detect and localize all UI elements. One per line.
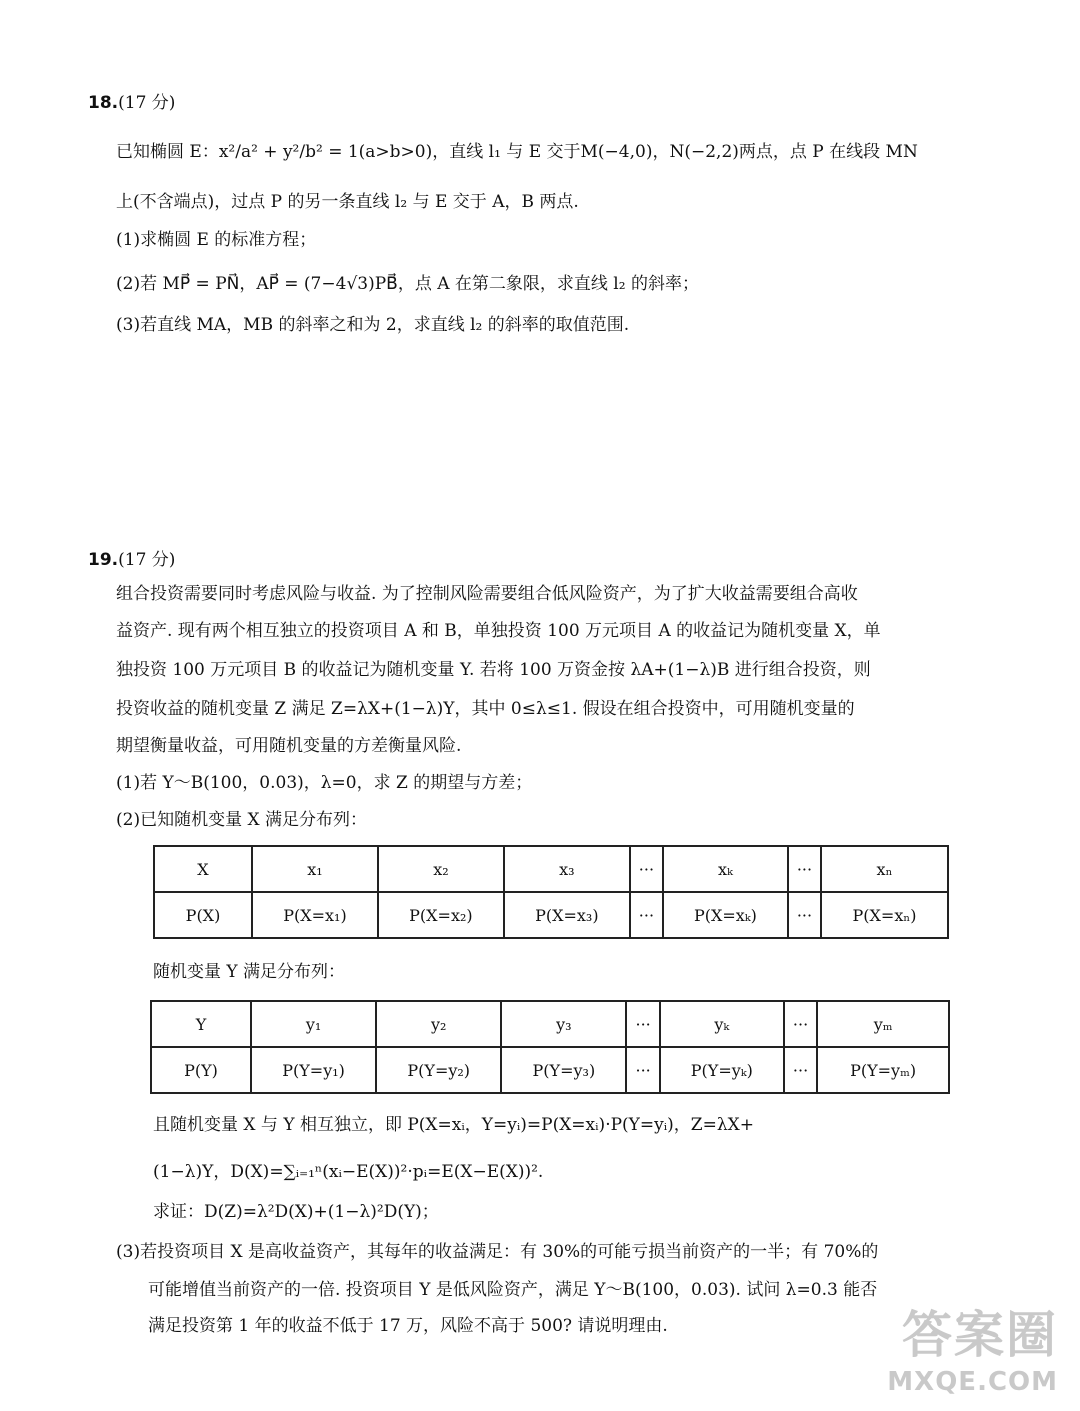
table-cell: x₂ — [378, 846, 504, 892]
q18-points: (17 分) — [118, 93, 176, 113]
q19-intro-line-1: 组合投资需要同时考虑风险与收益. 为了控制风险需要组合低风险资产，为了扩大收益需要组合高收 — [116, 584, 858, 604]
table-cell: P(X=x₁) — [252, 892, 378, 938]
table-cell: ··· — [630, 892, 663, 938]
q18-number: 18. — [88, 93, 119, 113]
table-cell: P(Y) — [151, 1047, 251, 1093]
q19-intro-line-3: 独投资 100 万元项目 B 的收益记为随机变量 Y. 若将 100 万资金按 λA+(1−λ)B 进行组合投资，则 — [116, 660, 871, 680]
q19-part-3-line-2: 可能增值当前资产的一倍. 投资项目 Y 是低风险资产，满足 Y～B(100，0.03). 试问 λ=0.3 能否 — [148, 1280, 878, 1300]
table-cell: yₖ — [660, 1001, 784, 1047]
q19-independence-line-2: (1−λ)Y，D(X)=∑ᵢ₌₁ⁿ(xᵢ−E(X))²·pᵢ=E(X−E(X))². — [153, 1162, 544, 1182]
q19-intro-line-2: 益资产. 现有两个相互独立的投资项目 A 和 B，单独投资 100 万元项目 A 的收益记为随机变量 X，单 — [116, 621, 881, 641]
table-cell: P(X=x₃) — [504, 892, 630, 938]
table-cell: P(Y=y₃) — [501, 1047, 626, 1093]
q19-intro-line-4: 投资收益的随机变量 Z 满足 Z=λX+(1−λ)Y，其中 0≤λ≤1. 假设在组合投资中，可用随机变量的 — [116, 699, 855, 719]
table-cell: y₂ — [376, 1001, 501, 1047]
site-watermark — [887, 1295, 1058, 1397]
q18-stem-line-1: 已知椭圆 E：x²/a² + y²/b² = 1(a>b>0)，直线 l₁ 与 E 交于M(−4,0)，N(−2,2)两点，点 P 在线段 MN — [116, 142, 918, 162]
q18-part-1: (1)求椭圆 E 的标准方程； — [116, 230, 317, 250]
table-x-row-values — [154, 846, 948, 892]
watermark-logo-text: 答案圈 — [902, 1306, 1058, 1364]
q19-part-3-line-1: (3)若投资项目 X 是高收益资产，其每年的收益满足：有 30%的可能亏损当前资产的一半；有 70%的 — [116, 1242, 879, 1262]
q19-intro-line-5: 期望衡量收益，可用随机变量的方差衡量风险. — [116, 736, 462, 756]
q18-stem-line-2: 上(不含端点)，过点 P 的另一条直线 l₂ 与 E 交于 A，B 两点. — [116, 192, 579, 212]
q19-points: (17 分) — [118, 550, 176, 570]
table-cell: P(X=x₂) — [378, 892, 504, 938]
table-cell: Y — [151, 1001, 251, 1047]
table-cell: P(Y=y₁) — [251, 1047, 376, 1093]
table-cell: y₃ — [501, 1001, 626, 1047]
table-cell: ··· — [626, 1047, 659, 1093]
table-y-caption: 随机变量 Y 满足分布列： — [153, 962, 346, 982]
q19-proof-statement: 求证：D(Z)=λ²D(X)+(1−λ)²D(Y)； — [153, 1202, 439, 1222]
table-cell: P(X=xₖ) — [663, 892, 788, 938]
q18-part-3: (3)若直线 MA，MB 的斜率之和为 2，求直线 l₂ 的斜率的取值范围. — [116, 315, 630, 335]
table-y-row-probabilities — [151, 1047, 949, 1093]
table-cell: ··· — [788, 892, 821, 938]
table-cell: X — [154, 846, 252, 892]
q19-header — [88, 545, 175, 570]
table-cell: ··· — [630, 846, 663, 892]
table-cell: P(X=xₙ) — [821, 892, 948, 938]
q19-number: 19. — [88, 550, 119, 570]
q19-independence-line-1: 且随机变量 X 与 Y 相互独立，即 P(X=xᵢ，Y=yᵢ)=P(X=xᵢ)·P(Y=yᵢ)，Z=λX+ — [153, 1115, 754, 1135]
table-cell: P(X) — [154, 892, 252, 938]
table-cell: P(Y=yₖ) — [660, 1047, 784, 1093]
table-cell: P(Y=y₂) — [376, 1047, 501, 1093]
watermark-domain: MXQE.COM — [887, 1367, 1058, 1397]
q18-header — [88, 88, 175, 113]
table-cell: xₖ — [663, 846, 788, 892]
q19-part-1: (1)若 Y～B(100，0.03)，λ=0，求 Z 的期望与方差； — [116, 773, 533, 793]
table-x-row-probabilities — [154, 892, 948, 938]
table-y-row-values — [151, 1001, 949, 1047]
table-cell: ··· — [784, 1047, 817, 1093]
table-cell: y₁ — [251, 1001, 376, 1047]
q18-part-2: (2)若 MP⃗ = PN⃗，AP⃗ = (7−4√3)PB⃗，点 A 在第二象限，求直线 l₂ 的斜率； — [116, 274, 699, 294]
table-cell: x₃ — [504, 846, 630, 892]
q19-part-2: (2)已知随机变量 X 满足分布列： — [116, 810, 367, 830]
table-cell: P(Y=yₘ) — [817, 1047, 949, 1093]
q19-part-3-line-3: 满足投资第 1 年的收益不低于 17 万，风险不高于 500? 请说明理由. — [148, 1316, 668, 1336]
table-cell: ··· — [788, 846, 821, 892]
distribution-table-y — [150, 1000, 950, 1094]
table-cell: x₁ — [252, 846, 378, 892]
table-cell: ··· — [626, 1001, 659, 1047]
distribution-table-x — [153, 845, 949, 939]
table-cell: ··· — [784, 1001, 817, 1047]
table-cell: yₘ — [817, 1001, 949, 1047]
table-cell: xₙ — [821, 846, 948, 892]
